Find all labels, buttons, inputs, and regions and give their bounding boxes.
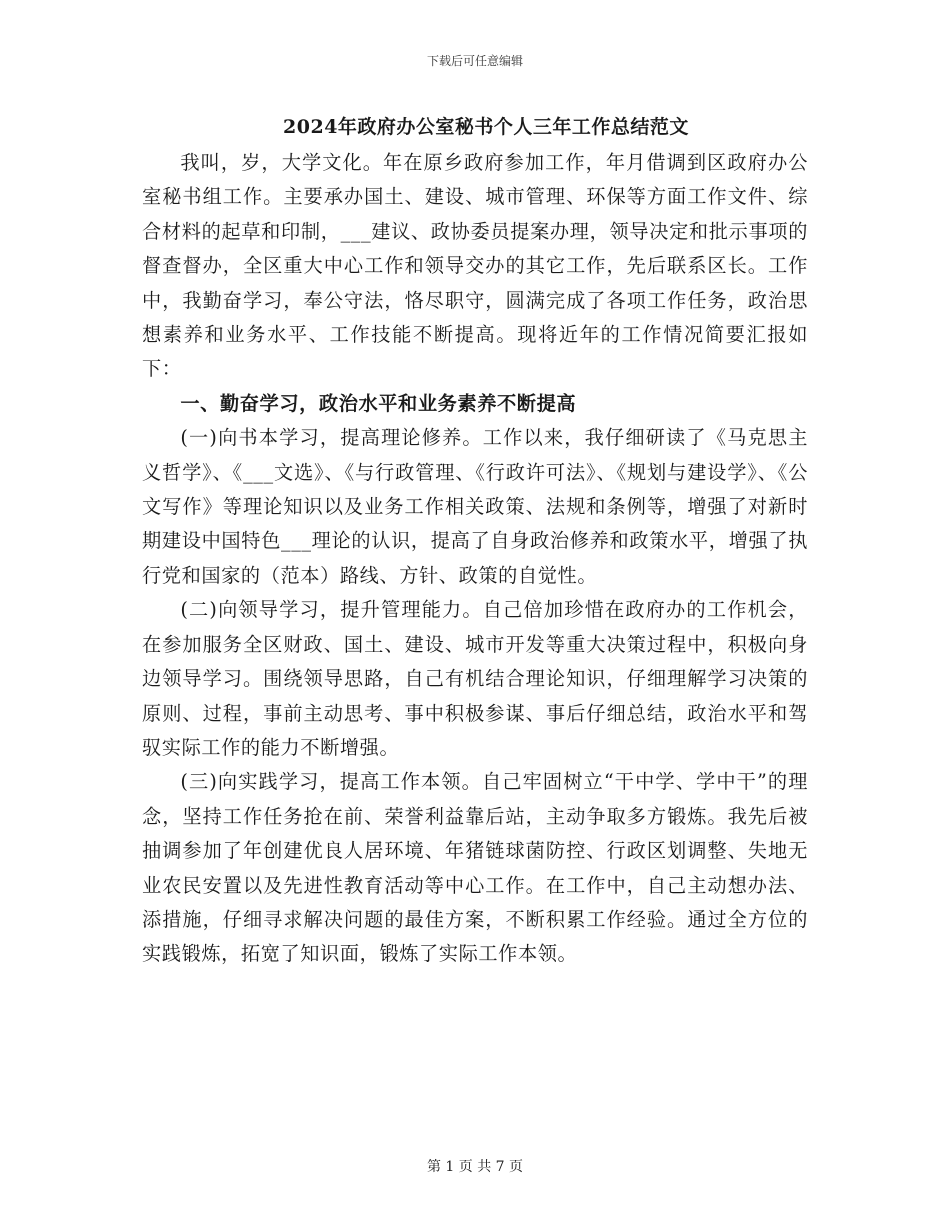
paragraph-study-books: (一)向书本学习，提高理论修养。工作以来，我仔细研读了《马克思主义哲学》、《___文选》、《与行政管理、《行政许可法》、《规划与建设学》、《公文写作》等理论知识以及业务工作相关政策、法规和条例等，增强了对新时期建设中国特色___理论的认识，提高了自身政治修养和政策水平，增强了执行党和国家的（范本）路线、方针、政策的自觉性。 xyxy=(142,426,808,587)
section-heading: 一、勤奋学习，政治水平和业务素养不断提高 xyxy=(180,391,577,415)
document-title: 2024年政府办公室秘书个人三年工作总结范文 xyxy=(283,116,689,138)
header-note: 下载后可任意编辑 xyxy=(426,54,523,68)
page-number: 第 1 页 共 7 页 xyxy=(426,1159,524,1175)
document-body xyxy=(142,146,808,972)
paragraph-study-leaders: (二)向领导学习，提升管理能力。自己倍加珍惜在政府办的工作机会，在参加服务全区财政、国土、建设、城市开发等重大决策过程中，积极向身边领导学习。围绕领导思路，自己有机结合理论知识，仔细理解学习决策的原则、过程，事前主动思考、事中积极参谋、事后仔细总结，政治水平和驾驭实际工作的能力不断增强。 xyxy=(142,598,808,759)
paragraph-study-practice: (三)向实践学习，提高工作本领。自己牢固树立“干中学、学中干”的理念，坚持工作任务抢在前、荣誉利益靠后站，主动争取多方锻炼。我先后被抽调参加了年创建优良人居环境、年猪链球菌防控、行政区划调整、失地无业农民安置以及先进性教育活动等中心工作。在工作中，自己主动想办法、添措施，仔细寻求解决问题的最佳方案，不断积累工作经验。通过全方位的实践锻炼，拓宽了知识面，锻炼了实际工作本领。 xyxy=(142,770,808,966)
intro-paragraph: 我叫，岁，大学文化。年在原乡政府参加工作，年月借调到区政府办公室秘书组工作。主要承办国土、建设、城市管理、环保等方面工作文件、综合材料的起草和印制，___建议、政协委员提案办理，领导决定和批示事项的督查督办，全区重大中心工作和领导交办的其它工作，先后联系区长。工作中，我勤奋学习，奉公守法，恪尽职守，圆满完成了各项工作任务，政治思想素养和业务水平、工作技能不断提高。现将近年的工作情况简要汇报如下： xyxy=(142,151,808,381)
